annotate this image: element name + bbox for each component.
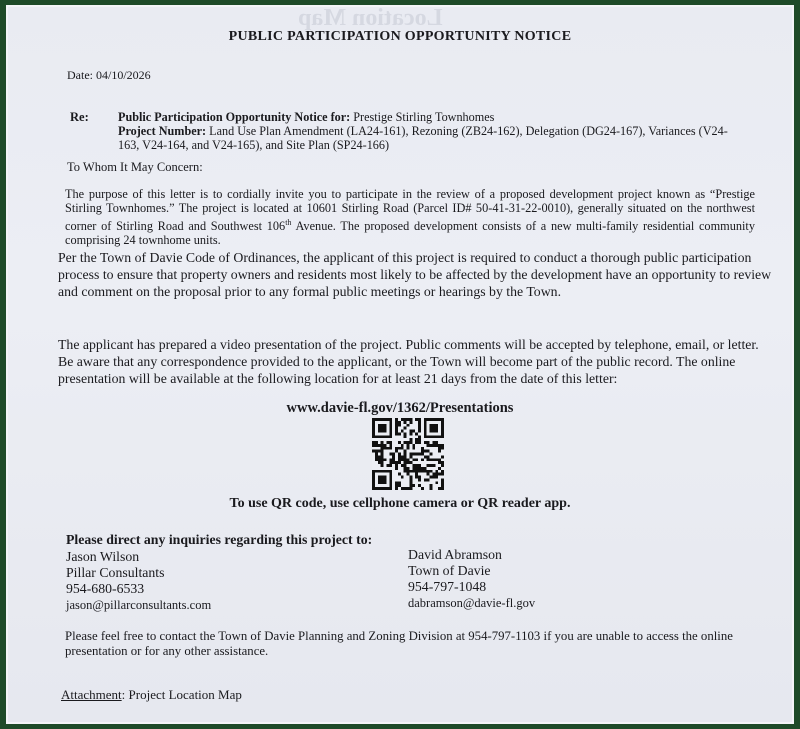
contact-applicant: [66, 549, 211, 613]
salutation: To Whom It May Concern:: [67, 160, 203, 174]
paragraph-purpose: [65, 187, 755, 248]
contact-email[interactable]: jason@pillarconsultants.com: [66, 598, 212, 612]
re-label: Re:: [70, 110, 89, 124]
paragraph-purpose-text: The purpose of this letter is to cordially invite you to participate in the review of a proposed development project known as “Prestige Stirling Townhomes.” The project is located at 10601 Stirling Road (Parcel ID# 50-41-31-22-0010), generally situated on the northwest corner of Stirling Road and Southwest 106: [65, 187, 755, 233]
paragraph-purpose-text-end: Avenue. The proposed development consists of a new multi-family residential community comprising 24 townhome units.: [65, 218, 755, 248]
contact-email[interactable]: dabramson@davie-fl.gov: [408, 596, 536, 610]
ordinal-suffix: th: [285, 217, 292, 227]
letter-page: [6, 5, 794, 724]
page-title: PUBLIC PARTICIPATION OPPORTUNITY NOTICE: [228, 29, 572, 44]
paragraph-ordinance: Per the Town of Davie Code of Ordinances, the applicant of this project is required to conduct a thorough public participation process to ensure that property owners and residents most likely to be affected by the development have an opportunity to review and comment on the proposal prior to any formal public meetings or hearings by the Town.: [58, 250, 772, 300]
contact-phone[interactable]: 954-797-1048: [408, 579, 487, 594]
bleed-through-text: Location Map: [298, 5, 443, 31]
project-number-label: Project Number:: [118, 124, 207, 138]
contact-org: Pillar Consultants: [66, 565, 165, 580]
project-number-value: Land Use Plan Amendment (LA24-161), Rezoning (ZB24-162), Delegation (DG24-167), Variances (V24-163, V24-164, and V24-165), and Site Plan (SP24-166): [118, 124, 728, 152]
paragraph-closing: Please feel free to contact the Town of Davie Planning and Zoning Division at 954-797-1103 if you are unable to access the online presentation or for any other assistance.: [65, 629, 733, 658]
contact-name: Jason Wilson: [66, 549, 140, 564]
notice-label: Public Participation Opportunity Notice for:: [118, 110, 351, 124]
re-block: [118, 110, 738, 152]
presentation-url-link[interactable]: www.davie-fl.gov/1362/Presentations: [286, 400, 514, 416]
attachment-value: : Project Location Map: [121, 687, 242, 702]
contact-name: David Abramson: [408, 547, 502, 562]
inquiries-heading: Please direct any inquiries regarding this project to:: [66, 532, 373, 547]
attachment-line: [61, 687, 242, 703]
contact-phone[interactable]: 954-680-6533: [66, 581, 145, 596]
attachment-label: Attachment: [61, 687, 122, 702]
contact-org: Town of Davie: [408, 563, 491, 578]
qr-caption: To use QR code, use cellphone camera or QR reader app.: [229, 496, 571, 511]
notice-value: Prestige Stirling Townhomes: [353, 110, 495, 124]
letter-date: Date: 04/10/2026: [67, 68, 151, 82]
qr-code-icon[interactable]: [372, 418, 444, 490]
contact-town: [408, 547, 535, 611]
paragraph-presentation: The applicant has prepared a video presentation of the project. Public comments will be accepted by telephone, email, or letter. Be aware that any correspondence provided to the applicant, or the Town will become part of the public record. The online presentation will be available at the following location for at least 21 days from the date of this letter:: [58, 337, 759, 387]
